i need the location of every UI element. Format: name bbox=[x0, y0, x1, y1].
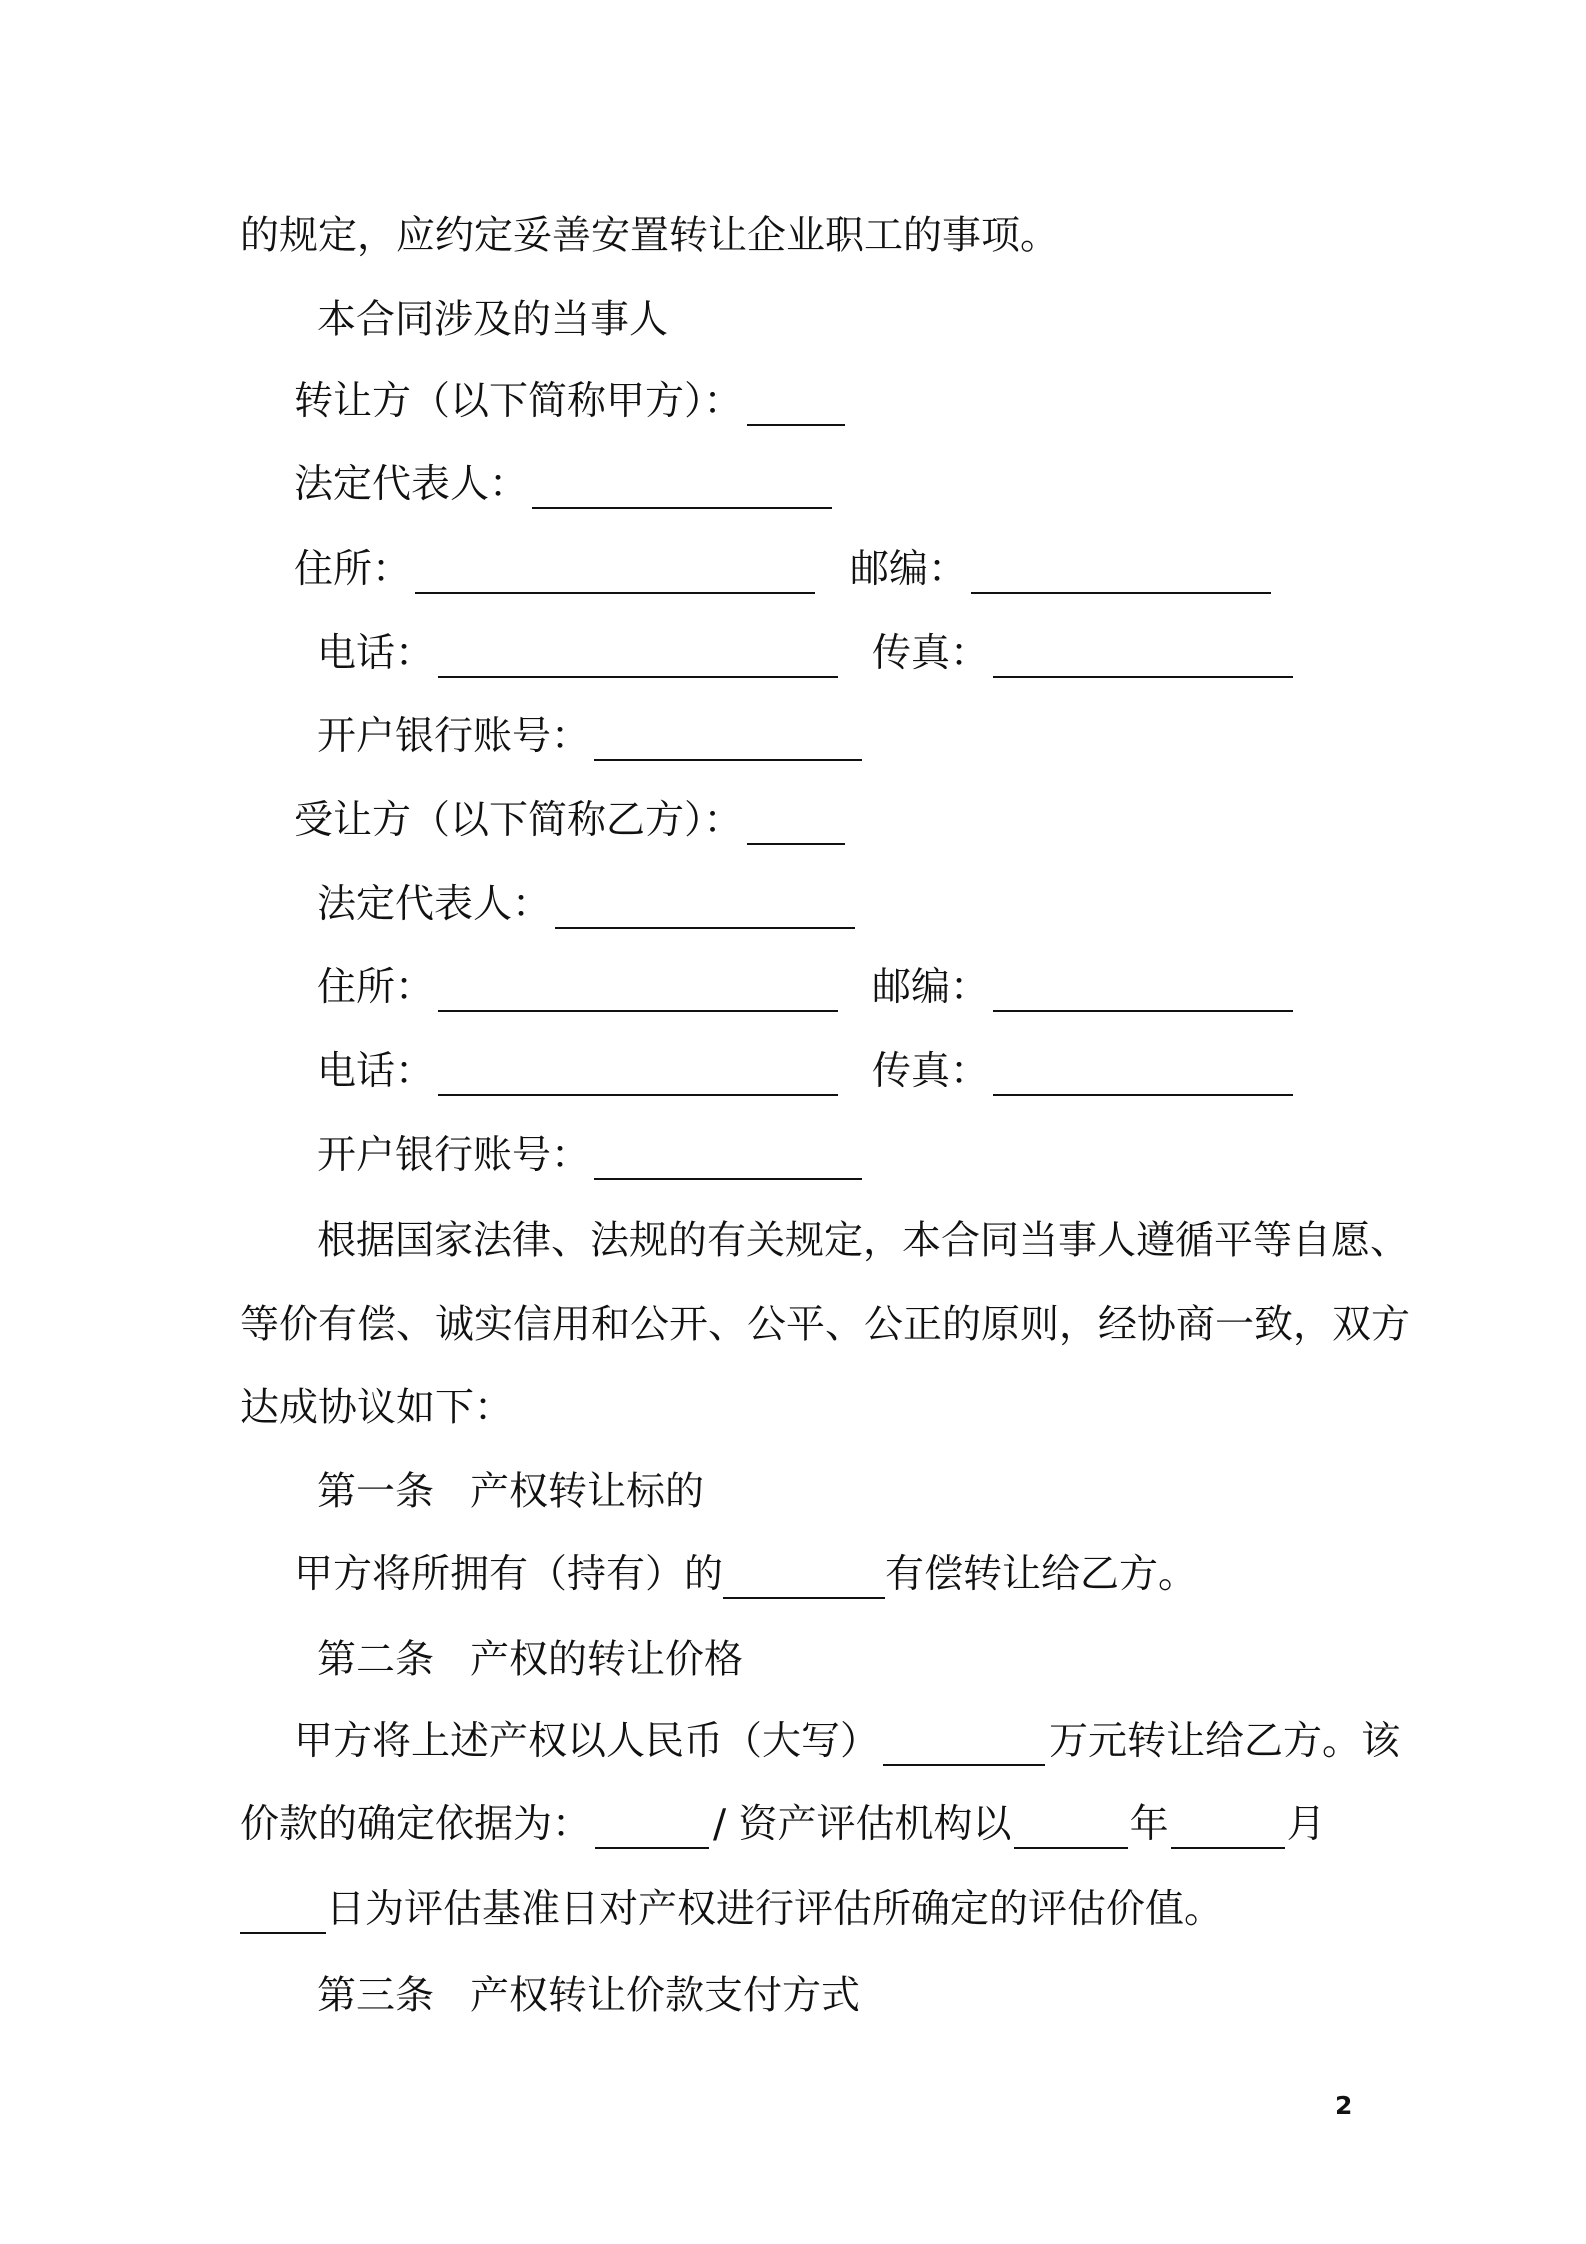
price-amount-blank[interactable] bbox=[883, 1724, 1045, 1766]
parties-heading: 本合同涉及的当事人 bbox=[317, 297, 669, 343]
valuation-year-blank[interactable] bbox=[1014, 1807, 1128, 1849]
transfer-object-blank[interactable] bbox=[723, 1557, 885, 1599]
transferor-fax: 传真： bbox=[872, 634, 1297, 678]
page-number: 2 bbox=[1335, 2091, 1353, 2120]
preamble-line-3: 达成协议如下： bbox=[240, 1385, 514, 1431]
article-2-heading: 第二条 产权的转让价格 bbox=[317, 1637, 744, 1683]
article-2-text-1: 甲方将上述产权以人民币（大写） 万元转让给乙方。该 bbox=[294, 1719, 1401, 1764]
transferee-postcode-blank[interactable] bbox=[993, 970, 1293, 1012]
transferor-postcode: 邮编： bbox=[850, 550, 1275, 594]
transferee-phone: 电话： bbox=[317, 1052, 842, 1096]
article-1-heading: 第一条 产权转让标的 bbox=[317, 1469, 705, 1515]
transferee-address: 住所： bbox=[317, 968, 842, 1012]
transferee-line: 受让方（以下简称乙方）： bbox=[294, 801, 849, 845]
transferee-bank-account: 开户银行账号： bbox=[317, 1136, 866, 1180]
article-2-text-2: 价款的确定依据为： / 资产评估机构以 年 月 bbox=[240, 1802, 1326, 1847]
transferor-bank-account: 开户银行账号： bbox=[317, 717, 866, 761]
transferor-address-blank[interactable] bbox=[415, 552, 815, 594]
valuation-day-blank[interactable] bbox=[240, 1892, 326, 1934]
transferor-blank[interactable] bbox=[747, 384, 845, 426]
article-1-text: 甲方将所拥有（持有）的 有偿转让给乙方。 bbox=[294, 1552, 1198, 1597]
transferee-phone-blank[interactable] bbox=[438, 1054, 838, 1096]
transferor-phone-blank[interactable] bbox=[438, 636, 838, 678]
price-basis-blank[interactable] bbox=[595, 1807, 709, 1849]
article-2-text-3: 日为评估基准日对产权进行评估所确定的评估价值。 bbox=[240, 1890, 1223, 1934]
transferor-bank-account-blank[interactable] bbox=[594, 719, 862, 761]
transferee-fax: 传真： bbox=[872, 1052, 1297, 1096]
transferee-representative-blank[interactable] bbox=[555, 887, 855, 929]
transferee-postcode: 邮编： bbox=[872, 968, 1297, 1012]
transferor-postcode-blank[interactable] bbox=[971, 552, 1271, 594]
transferee-bank-account-blank[interactable] bbox=[594, 1138, 862, 1180]
preamble-line-1: 根据国家法律、法规的有关规定，本合同当事人遵循平等自愿、 bbox=[317, 1218, 1410, 1264]
paragraph-continuation: 的规定，应约定妥善安置转让企业职工的事项。 bbox=[240, 213, 1060, 259]
valuation-month-blank[interactable] bbox=[1171, 1807, 1285, 1849]
transferor-address: 住所： bbox=[294, 550, 819, 594]
transferor-representative: 法定代表人： bbox=[294, 465, 836, 509]
transferee-address-blank[interactable] bbox=[438, 970, 838, 1012]
transferee-fax-blank[interactable] bbox=[993, 1054, 1293, 1096]
transferee-blank[interactable] bbox=[747, 803, 845, 845]
transferor-fax-blank[interactable] bbox=[993, 636, 1293, 678]
transferor-line: 转让方（以下简称甲方）： bbox=[294, 382, 849, 426]
transferee-representative: 法定代表人： bbox=[317, 885, 859, 929]
preamble-line-2: 等价有偿、诚实信用和公开、公平、公正的原则，经协商一致，双方 bbox=[240, 1302, 1411, 1348]
article-3-heading: 第三条 产权转让价款支付方式 bbox=[317, 1973, 861, 2019]
transferor-representative-blank[interactable] bbox=[532, 467, 832, 509]
transferor-phone: 电话： bbox=[317, 634, 842, 678]
